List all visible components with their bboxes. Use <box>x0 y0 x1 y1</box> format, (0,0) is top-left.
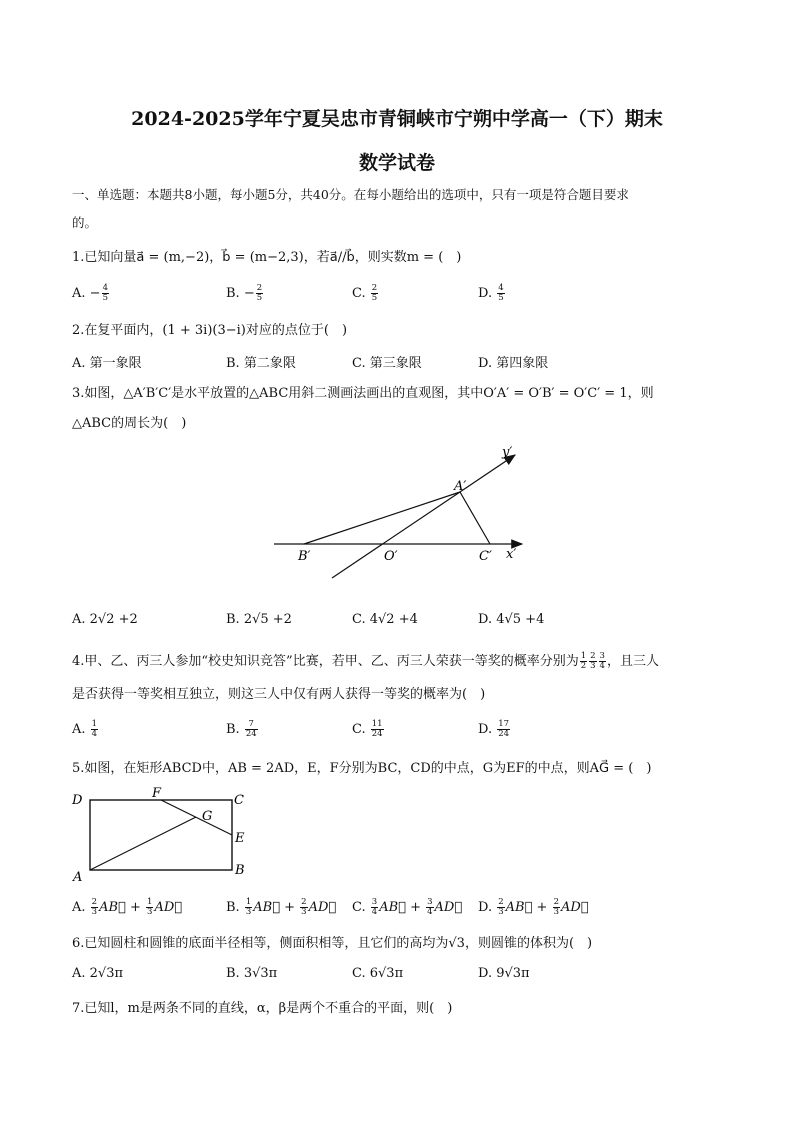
plus-sign: + <box>405 900 426 915</box>
q4-stem-text: 4.甲、乙、丙三人参加“校史知识竞答”比赛，若甲、乙、丙三人荣获一等奖的概率分别为 <box>72 654 579 669</box>
fraction-numerator: 3 <box>371 897 378 907</box>
fraction-denominator: 4 <box>427 907 433 917</box>
fraction-numerator: 2 <box>498 897 504 907</box>
fraction-denominator: 24 <box>371 729 383 739</box>
coef-fraction <box>245 898 252 917</box>
segment-ac <box>460 492 490 544</box>
vector-ad: AD⃗ <box>308 900 337 915</box>
fraction-numerator: 1 <box>91 719 98 729</box>
option-fraction <box>91 720 98 739</box>
label-a: A <box>73 870 83 884</box>
option-fraction <box>497 284 504 303</box>
option-label: B. <box>226 900 240 915</box>
section-heading-cont: 的。 <box>72 215 98 230</box>
q2-option-d[interactable]: D. 第四象限 <box>478 356 549 371</box>
question-4-stem-cont: 是否获得一等奖相互独立，则这三人中仅有两人获得一等奖的概率为( ) <box>72 687 486 702</box>
plus-sign: + <box>125 900 146 915</box>
q2-option-c[interactable]: C. 第三象限 <box>352 356 422 371</box>
label-b: B <box>235 863 245 878</box>
option-label: A. <box>72 286 86 301</box>
option-label: B. <box>226 286 240 301</box>
option-fraction <box>256 284 263 303</box>
option-fraction <box>245 720 258 739</box>
option-fraction <box>497 720 510 739</box>
oblique-projection-figure <box>260 440 560 590</box>
prob-fraction <box>580 652 587 671</box>
coef-fraction <box>426 898 433 917</box>
coef-fraction <box>553 898 560 917</box>
prob-fraction <box>589 652 596 671</box>
segment-ag <box>90 817 196 870</box>
question-3-options <box>72 612 722 632</box>
fraction-numerator: 2 <box>256 283 263 293</box>
q3-option-c[interactable]: C. 4√2 +4 <box>352 612 418 627</box>
q4-option-c[interactable] <box>352 720 385 739</box>
q1-option-c[interactable] <box>352 284 379 303</box>
fraction-denominator: 3 <box>91 907 98 917</box>
option-label: C. <box>352 286 366 301</box>
fraction-denominator: 24 <box>498 729 510 739</box>
fraction-numerator: 1 <box>147 897 153 907</box>
vector-ab: AB⃗ <box>379 900 406 915</box>
fraction-numerator: 11 <box>371 719 383 729</box>
coef-fraction <box>91 898 98 917</box>
option-label: B. <box>226 722 240 737</box>
label-e: E <box>235 831 245 846</box>
option-label: D. <box>478 722 493 737</box>
fraction-numerator: 2 <box>590 651 596 661</box>
q1-option-b[interactable] <box>226 284 264 303</box>
q2-option-a[interactable]: A. 第一象限 <box>72 356 142 371</box>
option-label: A. <box>72 722 86 737</box>
q3-option-a[interactable]: A. 2√2 +2 <box>72 612 138 627</box>
q6-option-d[interactable]: D. 9√3π <box>478 966 530 981</box>
question-5-stem: 5.如图，在矩形ABCD中，AB = 2AD，E，F分别为BC，CD的中点，G为EF的中点，则AG⃗ = ( ) <box>72 761 652 776</box>
vector-ab: AB⃗ <box>505 900 533 915</box>
fraction-numerator: 2 <box>553 897 559 907</box>
question-6-options <box>72 966 722 986</box>
option-fraction <box>102 284 109 303</box>
fraction-denominator: 3 <box>553 907 559 917</box>
exam-subtitle: 数学试卷 <box>358 152 435 174</box>
label-d: D <box>72 793 83 808</box>
fraction-denominator: 5 <box>256 293 263 303</box>
coef-fraction <box>497 898 504 917</box>
segment-ba <box>304 492 460 544</box>
section-heading: 一、单选题：本题共8小题，每小题5分，共40分。在每小题给出的选项中，只有一项是符合题目要求 <box>72 187 629 202</box>
option-sign: − <box>243 286 255 301</box>
fraction-denominator: 3 <box>498 907 504 917</box>
question-3-stem-cont: △ABC的周长为( ) <box>72 416 187 431</box>
q1-option-d[interactable] <box>478 284 506 303</box>
vector-ad: AD⃗ <box>434 900 463 915</box>
fraction-numerator: 2 <box>371 283 378 293</box>
vector-ab: AB⃗ <box>253 900 280 915</box>
fraction-numerator: 4 <box>498 283 504 293</box>
q5-option-d[interactable] <box>478 898 589 917</box>
question-1-options <box>72 284 722 304</box>
option-label: D. <box>478 900 493 915</box>
exam-title: 2024-2025学年宁夏吴忠市青铜峡市宁朔中学高一（下）期末 <box>131 108 663 130</box>
label-c: C <box>234 793 244 808</box>
rectangle-figure <box>70 784 260 884</box>
question-4-options <box>72 720 722 740</box>
fraction-numerator: 2 <box>301 897 307 907</box>
option-label: C. <box>352 722 366 737</box>
q4-option-d[interactable] <box>478 720 511 739</box>
fraction-numerator: 2 <box>91 897 98 907</box>
label-x: x′ <box>506 547 517 562</box>
fraction-denominator: 5 <box>102 293 108 303</box>
fraction-denominator: 2 <box>580 661 587 671</box>
q6-option-c[interactable]: C. 6√3π <box>352 966 404 981</box>
option-label: C. <box>352 900 366 915</box>
q3-option-b[interactable]: B. 2√5 +2 <box>226 612 292 627</box>
option-sign: − <box>89 286 101 301</box>
fraction-numerator: 7 <box>245 720 258 730</box>
q6-option-a[interactable]: A. 2√3π <box>72 966 124 981</box>
q1-option-a[interactable] <box>72 284 110 303</box>
option-fraction <box>371 720 384 739</box>
coef-fraction <box>146 898 153 917</box>
q5-option-c[interactable] <box>352 898 462 917</box>
question-1-stem: 1.已知向量a⃗ = (m,−2)，b⃗ = (m−2,3)，若a⃗//b⃗，则实数m = ( ) <box>72 250 462 265</box>
option-label: D. <box>478 286 493 301</box>
fraction-numerator: 3 <box>427 897 433 907</box>
question-2-stem: 2.在复平面内，(1 + 3i)(3−i)对应的点位于( ) <box>72 323 348 338</box>
option-fraction <box>371 284 378 303</box>
label-f: F <box>152 786 162 801</box>
plus-sign: + <box>532 900 552 915</box>
fraction-numerator: 17 <box>498 719 510 729</box>
q4-option-a[interactable] <box>72 720 99 739</box>
fraction-numerator: 3 <box>599 651 605 661</box>
fraction-denominator: 4 <box>371 907 378 917</box>
fraction-denominator: 5 <box>371 293 378 303</box>
fraction-denominator: 3 <box>147 907 153 917</box>
option-label: A. <box>72 900 86 915</box>
coef-fraction <box>300 898 307 917</box>
q5-option-b[interactable] <box>226 898 336 917</box>
q2-option-b[interactable]: B. 第二象限 <box>226 356 296 371</box>
q3-option-d[interactable]: D. 4√5 +4 <box>478 612 545 627</box>
vector-ad: AD⃗ <box>154 900 183 915</box>
question-7-stem: 7.已知l，m是两条不同的直线，α，β是两个不重合的平面，则( ) <box>72 1001 453 1016</box>
label-c: C′ <box>479 549 492 564</box>
fraction-denominator: 5 <box>498 293 504 303</box>
question-4-stem <box>72 652 722 671</box>
vector-ad: AD⃗ <box>561 900 589 915</box>
plus-sign: + <box>280 900 300 915</box>
fraction-denominator: 4 <box>91 729 98 739</box>
label-y: y′ <box>502 445 513 460</box>
question-3-stem: 3.如图，△A′B′C′是水平放置的△ABC用斜二测画法画出的直观图，其中O′A′ = O′B′ = O′C′ = 1，则 <box>72 386 654 401</box>
fraction-denominator: 3 <box>301 907 307 917</box>
fraction-numerator: 4 <box>102 283 108 293</box>
q5-option-a[interactable] <box>72 898 182 917</box>
fraction-numerator: 1 <box>245 897 252 907</box>
fraction-denominator: 3 <box>590 661 596 671</box>
question-2-options <box>72 352 722 372</box>
q4-option-b[interactable] <box>226 720 259 739</box>
label-b: B′ <box>298 549 311 564</box>
label-o: O′ <box>384 549 398 564</box>
question-6-stem: 6.已知圆柱和圆锥的底面半径相等，侧面积相等，且它们的高均为√3，则圆锥的体积为( ) <box>72 936 593 951</box>
coef-fraction <box>371 898 378 917</box>
prob-fraction <box>599 652 606 671</box>
label-a: A′ <box>454 479 467 494</box>
fraction-denominator: 4 <box>599 661 605 671</box>
label-g: G <box>202 809 213 824</box>
fraction-denominator: 24 <box>245 729 257 739</box>
fraction-denominator: 3 <box>245 907 252 917</box>
question-5-options <box>72 898 722 918</box>
q4-stem-text-end: ，且三人 <box>606 654 659 669</box>
q6-option-b[interactable]: B. 3√3π <box>226 966 278 981</box>
fraction-numerator: 1 <box>580 651 587 661</box>
vector-ab: AB⃗ <box>99 900 126 915</box>
